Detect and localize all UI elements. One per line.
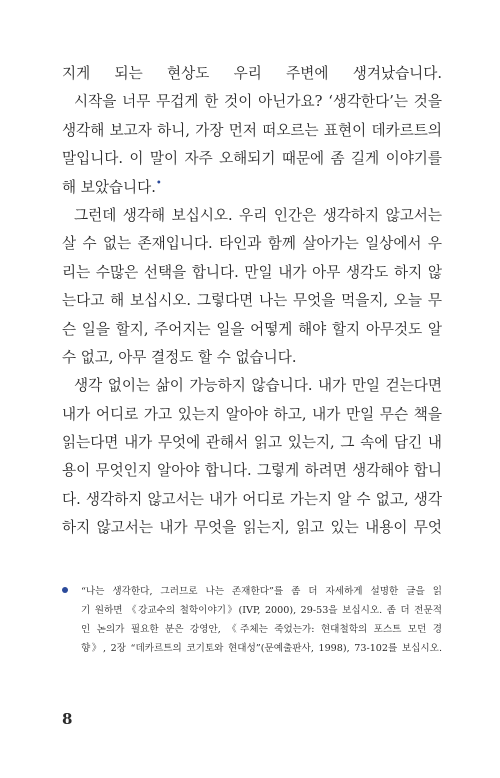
- body-line-15: 용이 무엇인지 알아야 합니다. 그렇게 하려면 생각해야 합니: [62, 462, 442, 480]
- body-text: [62, 60, 442, 543]
- body-line-2: 시작을 너무 무겁게 한 것이 아닌가요? ‘생각한다’는 것을: [74, 93, 442, 111]
- body-line-4: 말입니다. 이 말이 자주 오해되기 때문에 좀 길게 이야기를: [62, 150, 442, 168]
- footnote-line-3: 인 논의가 필요한 분은 강영안, 《주체는 죽었는가: 현대철학의 포스트 모던 경: [81, 624, 442, 635]
- body-line-11: 수 없고, 아무 결정도 할 수 없습니다.: [62, 348, 297, 366]
- body-line-5: [62, 174, 442, 202]
- footnote-line-2: 기 원하면 《강교수의 철학이야기》(IVP, 2000), 29-53을 보십시오. 좀 더 전문적: [81, 605, 442, 616]
- body-line-10: 슨 일을 할지, 주어지는 일을 어떻게 해야 할지 아무것도 알: [62, 320, 442, 338]
- body-line-12: 생각 없이는 삶이 가능하지 않습니다. 내가 만일 걷는다면: [74, 377, 442, 395]
- body-line-9: 는다고 해 보십시오. 그렇다면 나는 무엇을 먹을지, 오늘 무: [62, 292, 442, 310]
- page-number: 8: [62, 710, 73, 728]
- body-line-7: 살 수 없는 존재입니다. 타인과 함께 살아가는 일상에서 우: [62, 235, 442, 253]
- body-line-17: 하지 않고서는 내가 무엇을 읽는지, 읽고 있는 내용이 무엇: [62, 519, 442, 537]
- body-line-1: 지게 되는 현상도 우리 주변에 생겨났습니다.: [62, 65, 442, 82]
- body-line-6: 그런데 생각해 보십시오. 우리 인간은 생각하지 않고서는: [74, 206, 442, 224]
- body-line-3: 생각해 보고자 하니, 가장 먼저 떠오르는 표현이 데카르트의: [62, 121, 442, 139]
- body-line-13: 내가 어디로 가고 있는지 알아야 하고, 내가 만일 무슨 책을: [62, 405, 442, 423]
- footnote-line-1: “나는 생각한다, 그러므로 나는 존재한다”를 좀 더 자세하게 설명한 글을 읽: [81, 586, 442, 597]
- body-line-14: 읽는다면 내가 무엇에 관해서 읽고 있는지, 그 속에 담긴 내: [62, 434, 442, 452]
- body-line-8: 리는 수많은 선택을 합니다. 만일 내가 아무 생각도 하지 않: [62, 263, 442, 281]
- body-line-5-text: 해 보았습니다.: [62, 178, 156, 196]
- footnote-line-4: 향》, 2장 “데카르트의 코기토와 현대성”(문예출판사, 1998), 73-102를 보십시오.: [81, 643, 442, 654]
- body-line-16: 다. 생각하지 않고서는 내가 어디로 가는지 알 수 없고, 생각: [62, 490, 442, 508]
- footnote-marker: •: [155, 177, 162, 189]
- footnote-text: [81, 582, 442, 658]
- footnote-bullet-icon: [62, 587, 68, 593]
